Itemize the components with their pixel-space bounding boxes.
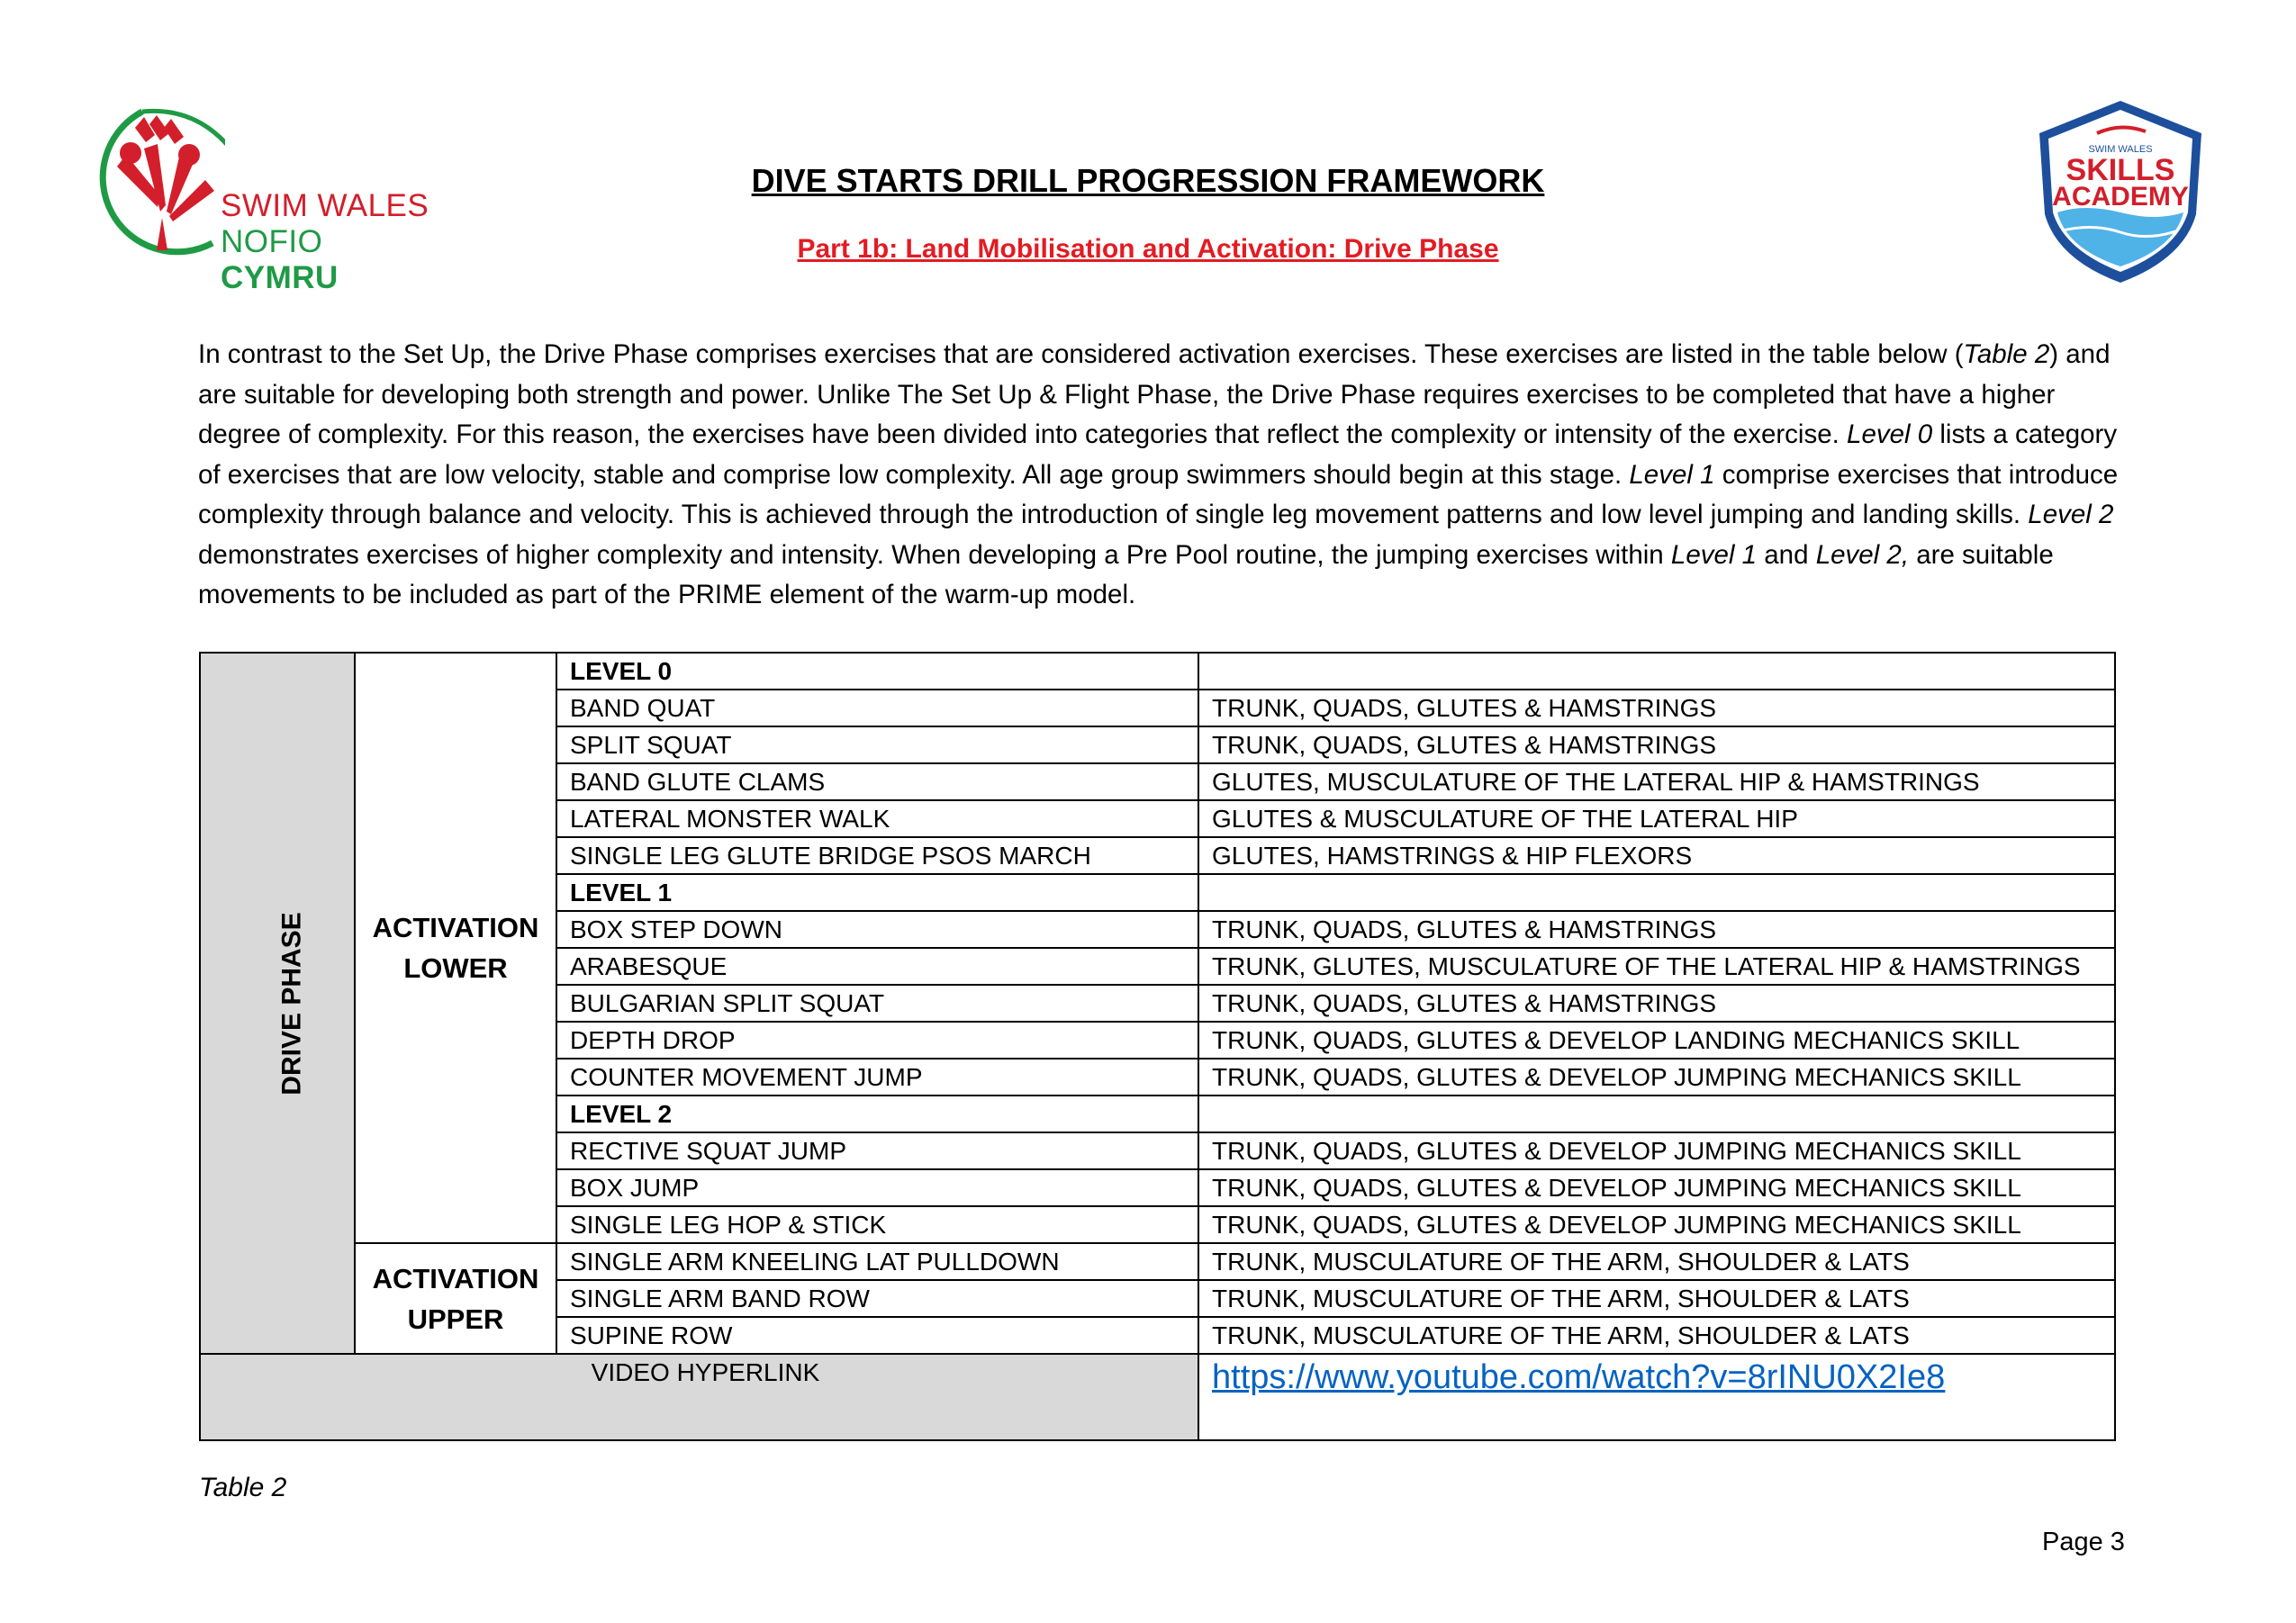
table-caption: Table 2 [199,1473,287,1502]
exercise-name: BULGARIAN SPLIT SQUAT [556,985,1198,1022]
exercise-name: BAND QUAT [556,690,1198,726]
page-title: DIVE STARTS DRILL PROGRESSION FRAMEWORK [751,162,1545,199]
level-heading: LEVEL 1 [556,874,1198,911]
exercise-name: ARABESQUE [556,948,1198,985]
academy-skills-text: SKILLS [2065,153,2175,187]
table-row [200,1243,2115,1280]
video-row [200,1354,2115,1440]
phase-cell [200,653,355,1354]
activation-lower-group [355,653,556,1243]
muscle-focus: TRUNK, QUADS, GLUTES & DEVELOP JUMPING MECHANICS SKILL [1198,1132,2115,1169]
group-line: ACTIVATION [372,1262,539,1294]
exercise-name: RECTIVE SQUAT JUMP [556,1132,1198,1169]
video-hyperlink-label: VIDEO HYPERLINK [200,1354,1198,1440]
muscle-focus: TRUNK, QUADS, GLUTES & DEVELOP LANDING MECHANICS SKILL [1198,1022,2115,1059]
exercise-name: COUNTER MOVEMENT JUMP [556,1059,1198,1096]
muscle-focus: TRUNK, QUADS, GLUTES & HAMSTRINGS [1198,985,2115,1022]
intro-paragraph: In contrast to the Set Up, the Drive Phase comprises exercises that are considered activation exercises. These exercises are listed in the table below (Table 2) and are suitable for developing both strength and power. Unlike The Set Up & Flight Phase, the Drive Phase requires exercises to be completed that have a higher degree of complexity. For this reason, the exercises have been divided into categories that reflect the complexity or intensity of the exercise. Level 0 lists a category of exercises that are low velocity, stable and comprise low complexity. All age group swimmers should begin at this stage. Level 1 comprise exercises that introduce complexity through balance and velocity. This is achieved through the introduction of single leg movement patterns and low level jumping and landing skills. Level 2 demonstrates exercises of higher complexity and intensity. When developing a Pre Pool routine, the jumping exercises within Level 1 and Level 2, are suitable movements to be included as part of the PRIME element of the warm-up model. [198,339,2119,609]
group-line: LOWER [403,952,508,984]
muscle-focus: GLUTES, MUSCULATURE OF THE LATERAL HIP & HAMSTRINGS [1198,763,2115,800]
level-heading: LEVEL 2 [556,1096,1198,1132]
muscle-focus [1198,874,2115,911]
exercise-name: SINGLE ARM BAND ROW [556,1280,1198,1317]
exercise-name: DEPTH DROP [556,1022,1198,1059]
logo-nofio-cymru-text: NOFIO CYMRU [221,224,339,295]
level-row [200,653,2115,690]
exercise-name: SINGLE ARM KNEELING LAT PULLDOWN [556,1243,1198,1280]
exercise-name: SUPINE ROW [556,1317,1198,1354]
exercise-name: SINGLE LEG GLUTE BRIDGE PSOS MARCH [556,837,1198,874]
muscle-focus: GLUTES, HAMSTRINGS & HIP FLEXORS [1198,837,2115,874]
page-number: Page 3 [2042,1528,2125,1556]
academy-academy-text: ACADEMY [2052,182,2189,212]
muscle-focus: TRUNK, QUADS, GLUTES & HAMSTRINGS [1198,911,2115,948]
exercise-name: LATERAL MONSTER WALK [556,800,1198,837]
muscle-focus: TRUNK, QUADS, GLUTES & DEVELOP JUMPING MECHANICS SKILL [1198,1059,2115,1096]
muscle-focus [1198,653,2115,690]
exercise-name: SPLIT SQUAT [556,726,1198,763]
muscle-focus: TRUNK, MUSCULATURE OF THE ARM, SHOULDER & LATS [1198,1317,2115,1354]
muscle-focus: TRUNK, QUADS, GLUTES & HAMSTRINGS [1198,726,2115,763]
video-link-cell [1198,1354,2115,1440]
drive-phase-table [199,652,2116,1441]
muscle-focus [1198,1096,2115,1132]
muscle-focus: TRUNK, MUSCULATURE OF THE ARM, SHOULDER & LATS [1198,1280,2115,1317]
video-link[interactable]: https://www.youtube.com/watch?v=8rINU0X2Ie8 [1212,1358,1946,1396]
activation-upper-group [355,1243,556,1354]
exercise-name: BOX JUMP [556,1169,1198,1206]
group-line: UPPER [407,1303,504,1335]
muscle-focus: TRUNK, MUSCULATURE OF THE ARM, SHOULDER & LATS [1198,1243,2115,1280]
page-subtitle: Part 1b: Land Mobilisation and Activation: Drive Phase [797,234,1499,264]
academy-small-text: SWIM WALES [2088,144,2153,155]
group-line: ACTIVATION [372,912,539,943]
phase-label: DRIVE PHASE [276,911,307,1096]
exercise-name: BOX STEP DOWN [556,911,1198,948]
muscle-focus: TRUNK, QUADS, GLUTES & DEVELOP JUMPING MECHANICS SKILL [1198,1206,2115,1243]
exercise-name: SINGLE LEG HOP & STICK [556,1206,1198,1243]
level-heading: LEVEL 0 [556,653,1198,690]
muscle-focus: TRUNK, QUADS, GLUTES & DEVELOP JUMPING MECHANICS SKILL [1198,1169,2115,1206]
muscle-focus: TRUNK, GLUTES, MUSCULATURE OF THE LATERAL HIP & HAMSTRINGS [1198,948,2115,985]
exercise-name: BAND GLUTE CLAMS [556,763,1198,800]
muscle-focus: TRUNK, QUADS, GLUTES & HAMSTRINGS [1198,690,2115,726]
muscle-focus: GLUTES & MUSCULATURE OF THE LATERAL HIP [1198,800,2115,837]
logo-swim-wales-text: SWIM WALES [221,188,429,223]
